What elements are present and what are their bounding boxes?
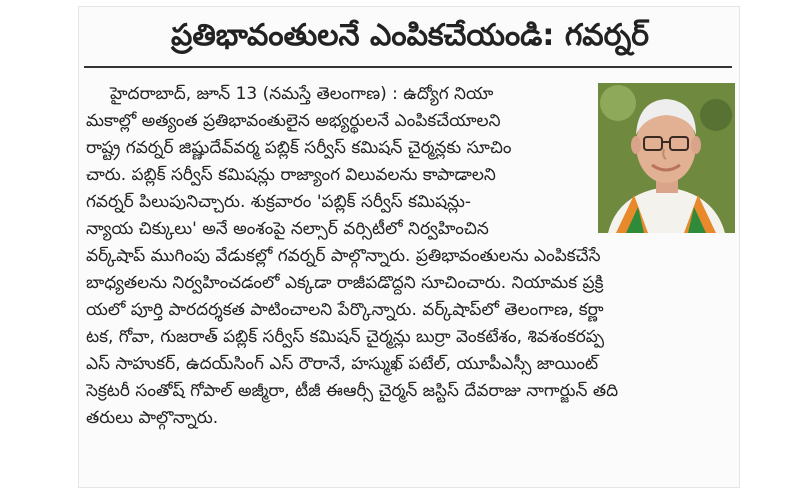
article-line-9: యలో పూర్తి పారదర్శకత పాటించాలని పేర్కొన్నారు. వర్క్‌షాప్‌లో తెలంగాణ, కర్ణా [86,300,604,320]
article-line-11: ఎస్ సాహుకర్, ఉదయ్‌సింగ్ ఎస్ రౌరానే, హస్ముఖ్ పటేల్, యూపీఎస్సీ జాయింట్ [86,354,599,374]
headline-divider [84,66,732,68]
article-line-1: హైదరాబాద్, జూన్ 13 (నమస్తే తెలంగాణ) : ఉద్యోగ నియా [110,84,494,104]
article-line-8: బాధ్యతలను నిర్వహించడంలో ఎక్కడా రాజీపడొద్దని సూచించారు. నియామక ప్రక్రి [86,273,604,293]
article-line-4: చారు. పబ్లిక్ సర్వీస్ కమిషన్లు రాజ్యాంగ విలువలను కాపాడాలని [86,165,496,185]
governor-photo [598,83,735,233]
headline: ప్రతిభావంతులనే ఎంపికచేయండి: గవర్నర్ [171,18,649,53]
article-line-13: తరులు పాల్గొన్నారు. [86,408,219,428]
article-line-2: మకాల్లో అత్యంత ప్రతిభావంతులైన అభ్యర్థులనే ఎంపికచేయాలని [86,111,501,131]
article-line-7: వర్క్‌షాప్ ముగింపు వేడుకల్లో గవర్నర్ పాల్గొన్నారు. ప్రతిభావంతులను ఎంపికచేసే [86,246,601,266]
portrait-illustration [598,83,735,233]
article-line-5: గవర్నర్ పిలుపునిచ్చారు. శుక్రవారం 'పబ్లిక్ సర్వీస్ కమిషన్లు- [86,192,472,212]
article-line-6: న్యాయ చిక్కులు' అనే అంశంపై నల్సార్ వర్సిటీలో నిర్వహించిన [86,219,489,239]
article-line-10: టక, గోవా, గుజరాత్ పబ్లిక్ సర్వీస్ కమిషన్ చైర్మన్లు బుర్రా వెంకటేశం, శివశంకరప్ప [86,327,605,347]
article-line-12: సెక్రటరీ సంతోష్ గోపాల్ అజ్మీరా, టీజీ ఈఆర్సీ చైర్మన్ జస్టిస్ దేవరాజు నాగార్జున్ తది [86,381,619,401]
article-line-3: రాష్ట్ర గవర్నర్ జిష్ణుదేవ్‌వర్మ పబ్లిక్ సర్వీస్ కమిషన్ చైర్మన్లకు సూచిం [86,138,512,158]
